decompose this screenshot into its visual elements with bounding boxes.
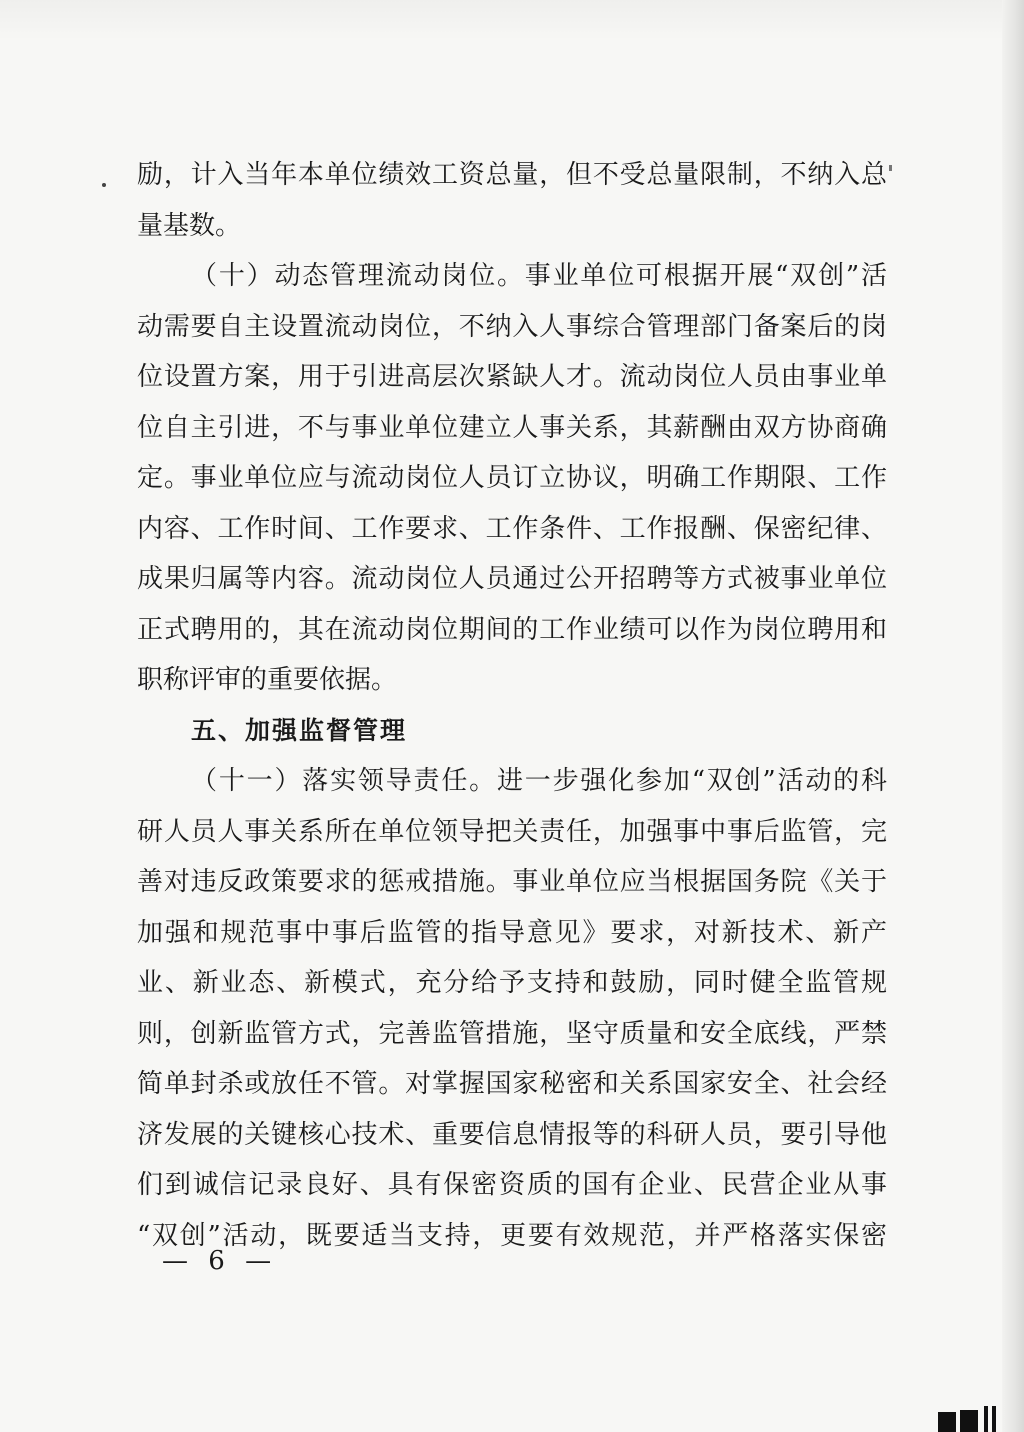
text-line: 简单封杀或放任不管。对掌握国家秘密和关系国家安全、社会经	[137, 1069, 887, 1099]
text-line: 们到诚信记录良好、具有保密资质的国有企业、民营企业从事	[137, 1170, 887, 1200]
paragraph-start-line: （十）动态管理流动岗位。事业单位可根据开展“双创”活	[191, 261, 887, 291]
text-line: 济发展的关键核心技术、重要信息情报等的科研人员，要引导他	[137, 1119, 887, 1150]
scan-shadow-top	[0, 0, 1024, 40]
scan-speck	[889, 165, 892, 171]
text-line: 研人员人事关系所在单位领导把关责任，加强事中事后监管，完	[137, 816, 887, 847]
text-line: 加强和规范事中事后监管的指导意见》要求，对新技术、新产	[137, 917, 887, 948]
text-line: 内容、工作时间、工作要求、工作条件、工作报酬、保密纪律、	[137, 513, 887, 544]
paragraph-start-line: （十一）落实领导责任。进一步强化参加“双创”活动的科	[191, 766, 887, 796]
text-line: 定。事业单位应与流动岗位人员订立协议，明确工作期限、工作	[137, 463, 887, 493]
text-line: 动需要自主设置流动岗位，不纳入人事综合管理部门备案后的岗	[137, 311, 887, 342]
text-line: 成果归属等内容。流动岗位人员通过公开招聘等方式被事业单位	[137, 564, 887, 594]
text-line: 正式聘用的，其在流动岗位期间的工作业绩可以作为岗位聘用和	[137, 614, 887, 645]
scan-shadow-right	[1002, 0, 1024, 1432]
text-line: “双创”活动，既要适当支持，更要有效规范，并严格落实保密	[137, 1220, 887, 1251]
text-line: 业、新业态、新模式，充分给予支持和鼓励，同时健全监管规	[137, 968, 887, 998]
text-line: 则，创新监管方式，完善监管措施，坚守质量和安全底线，严禁	[137, 1018, 887, 1049]
scan-registration-marks	[930, 1380, 1002, 1432]
text-line: 量基数。	[137, 210, 242, 241]
scan-speck	[102, 183, 106, 187]
text-line: 职称评审的重要依据。	[137, 665, 398, 695]
text-line: 善对违反政策要求的惩戒措施。事业单位应当根据国务院《关于	[137, 867, 887, 897]
text-line: 励，计入当年本单位绩效工资总量，但不受总量限制，不纳入总	[137, 160, 887, 190]
text-line: 位自主引进，不与事业单位建立人事关系，其薪酬由双方协商确	[137, 412, 887, 443]
section-heading: 五、加强监督管理	[191, 715, 408, 745]
document-body	[137, 150, 887, 1261]
page-number: — 6 —	[162, 1246, 278, 1276]
text-line: 位设置方案，用于引进高层次紧缺人才。流动岗位人员由事业单	[137, 362, 887, 392]
